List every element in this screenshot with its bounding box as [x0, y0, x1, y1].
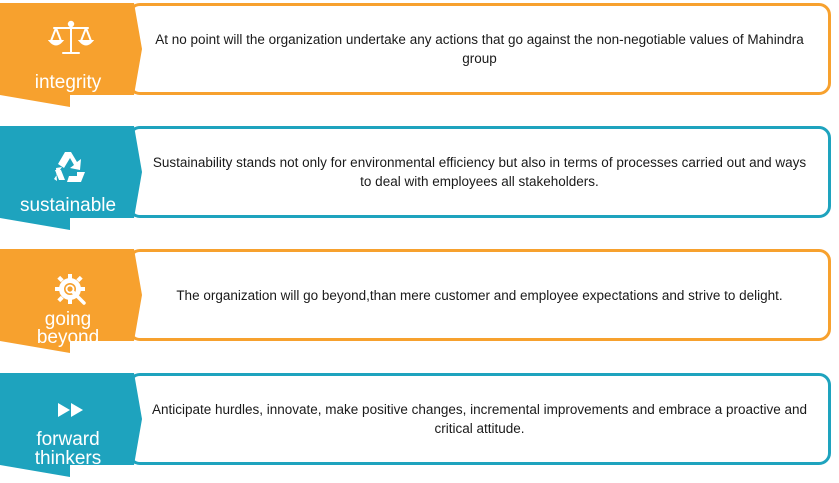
value-label: integrity: [34, 72, 102, 93]
balance-scale-icon: [0, 19, 142, 59]
value-description: Anticipate hurdles, innovate, make positive changes, incremental improvements and embrace a proactive and critical attitude.: [151, 402, 808, 436]
value-label: sustainable: [19, 195, 117, 216]
value-label-line2: thinkers: [34, 448, 102, 469]
value-tab-forward-thinkers: [0, 373, 142, 477]
value-label-line1: forward: [36, 429, 100, 450]
gear-search-icon: [0, 273, 142, 307]
fast-forward-icon: [0, 401, 142, 419]
value-tab-sustainable: [0, 126, 142, 230]
value-description-box: [128, 373, 831, 465]
value-tab-going-beyond: [0, 249, 142, 353]
value-description-box: [128, 249, 831, 341]
value-description-box: [128, 3, 831, 95]
recycle-icon: [0, 148, 142, 186]
value-description: At no point will the organization undertake any actions that go against the non-negotiable values of Mahindra group: [155, 32, 804, 66]
value-description: Sustainability stands not only for environmental efficiency but also in terms of processes carried out and ways to deal with employees all stakeholders.: [152, 155, 807, 189]
value-label-line1: going: [44, 309, 92, 330]
value-description: The organization will go beyond,than mere customer and employee expectations and strive to delight.: [176, 287, 783, 303]
value-tab-integrity: [0, 3, 142, 107]
value-label-line2: beyond: [36, 327, 100, 348]
value-description-box: [128, 126, 831, 218]
